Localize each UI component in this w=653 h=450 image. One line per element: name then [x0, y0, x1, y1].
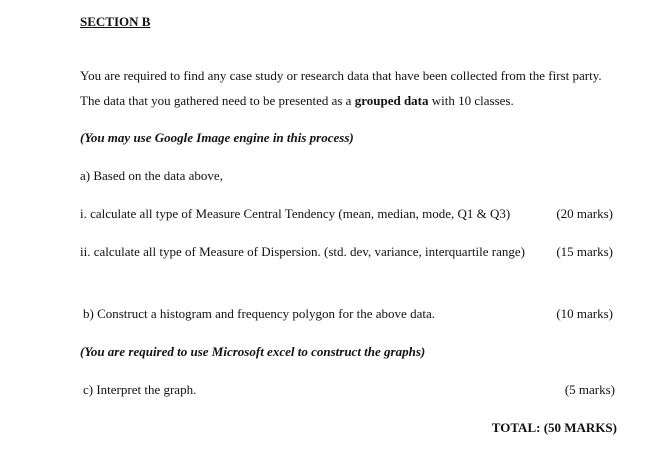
google-image-note: (You may use Google Image engine in this process)	[80, 130, 354, 145]
part-a-item-i-marks: (20 marks)	[556, 206, 613, 221]
excel-note: (You are required to use Microsoft excel to construct the graphs)	[80, 344, 426, 359]
part-a-item-i-text: i. calculate all type of Measure Central Tendency (mean, median, mode, Q1 & Q3)	[80, 206, 511, 221]
part-c-marks: (5 marks)	[564, 382, 615, 397]
intro-line-2-tail: with 10 classes.	[428, 93, 514, 108]
intro-line-2	[80, 93, 514, 109]
part-a-item-ii-marks: (15 marks)	[556, 244, 613, 259]
part-a-item-ii-text: ii. calculate all type of Measure of Dispersion. (std. dev, variance, interquartile range)	[80, 244, 525, 259]
part-c-text: c) Interpret the graph.	[83, 382, 197, 397]
grouped-data-emphasis: grouped data	[354, 93, 429, 108]
part-a-label: a) Based on the data above,	[80, 168, 223, 183]
part-b-text: b) Construct a histogram and frequency polygon for the above data.	[83, 306, 435, 321]
part-b-marks: (10 marks)	[556, 306, 613, 321]
total-marks: TOTAL: (50 MARKS)	[491, 420, 617, 435]
intro-line-2-text: The data that you gathered need to be presented as a	[80, 93, 355, 108]
section-heading: SECTION B	[80, 14, 151, 29]
intro-line-1: You are required to find any case study or research data that have been collected from the first party.	[80, 68, 602, 83]
